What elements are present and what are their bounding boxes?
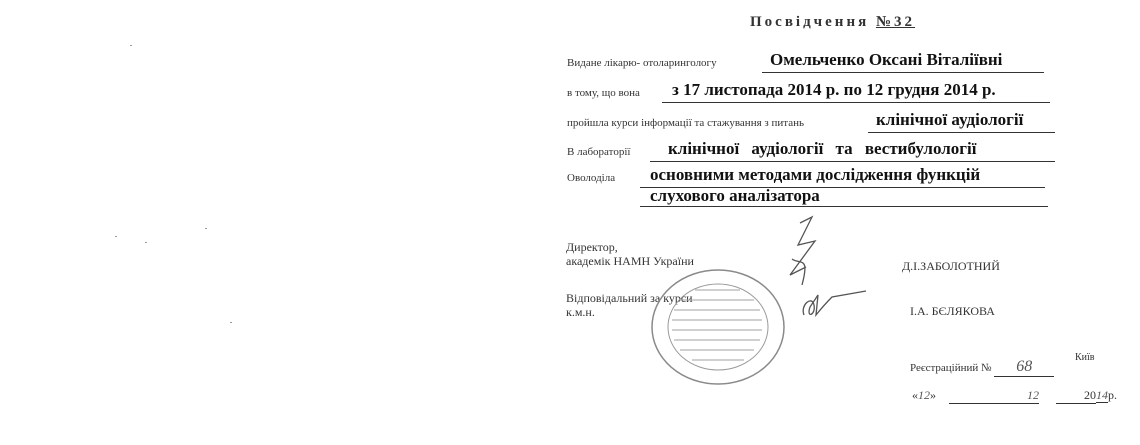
director-title: Директор, (566, 240, 618, 254)
laboratory-name: клінічної аудіології та вестибулології (668, 139, 977, 158)
row-label: пройшла курси інформації та стажування з питань (567, 117, 804, 129)
skills-line-1: основними методами дослідження функцій (650, 165, 981, 184)
director-title: академік НАМН України (566, 254, 694, 268)
responsible-signature-icon (798, 285, 868, 325)
official-stamp-icon (650, 268, 786, 386)
course-period: з 17 листопада 2014 р. по 12 грудня 2014 р. (672, 80, 996, 99)
registration-city: Київ (1075, 352, 1095, 363)
scan-speck (205, 228, 207, 229)
scan-speck (230, 322, 232, 323)
row-label: в тому, що вона (567, 87, 640, 99)
director-signature-icon (770, 215, 840, 295)
course-topic: клінічної аудіології (876, 110, 1024, 129)
underline (650, 161, 1055, 162)
date-year-prefix: 20 (1056, 388, 1096, 404)
date-month: 12 (949, 388, 1039, 404)
director-name: Д.І.ЗАБОЛОТНИЙ (902, 259, 1000, 273)
registration-line (910, 358, 1054, 377)
recipient-name: Омельченко Оксані Віталіївні (770, 50, 1003, 69)
registration-number: 68 (994, 358, 1054, 377)
scan-speck (115, 236, 117, 237)
scan-speck (145, 242, 147, 243)
title-text: Посвідчення (750, 14, 870, 30)
registration-date: «12» 12 2014р. (912, 388, 1117, 402)
row-label: Видане лікарю- отоларингологу (567, 57, 717, 69)
responsible-name: І.А. БЄЛЯКОВА (910, 304, 995, 318)
skills-line-2: слухового аналізатора (650, 186, 820, 205)
row-label: Оволоділа (567, 172, 616, 184)
scan-speck (130, 45, 132, 46)
date-year-unit: р. (1108, 388, 1117, 402)
responsible-title: к.м.н. (566, 305, 595, 319)
row-label: В лабораторії (567, 146, 631, 158)
underline (762, 72, 1044, 73)
responsible-title: Відповідальний за курси (566, 291, 693, 305)
underline (868, 132, 1055, 133)
registration-label: Реєстраційний № (910, 362, 992, 374)
certificate-number: №32 (875, 14, 916, 30)
date-day: 12 (918, 388, 930, 402)
underline (662, 102, 1050, 103)
date-year-suffix: 14 (1096, 388, 1108, 402)
underline (640, 206, 1048, 207)
certificate-title (750, 14, 915, 31)
